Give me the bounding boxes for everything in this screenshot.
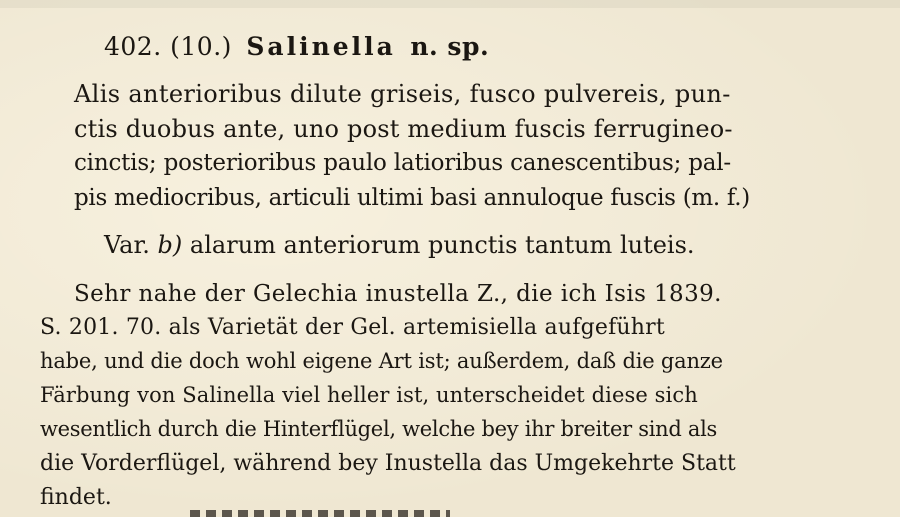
entry-sub-number: (10.)	[170, 32, 232, 61]
entry-number: 402.	[104, 32, 162, 61]
variety-label: Var.	[104, 231, 150, 259]
variety-line	[104, 233, 695, 257]
description-line: pis mediocribus, articuli ultimi basi annuloque fuscis (m. f.)	[74, 185, 750, 211]
german-line: findet.	[40, 485, 112, 510]
variety-text: alarum anteriorum punctis tantum luteis.	[189, 231, 695, 259]
german-line: Sehr nahe der Gelechia inustella Z., die ich Isis 1839.	[74, 281, 722, 307]
variety-letter: b)	[157, 231, 183, 259]
description-line: cinctis; posterioribus paulo latioribus canescentibus; pal-	[74, 150, 731, 176]
description-line: ctis duobus ante, uno post medium fuscis ferrugineo-	[74, 115, 733, 143]
german-line: Färbung von Salinella viel heller ist, unterscheidet diese sich	[40, 383, 698, 407]
bottom-cut-line	[190, 510, 450, 517]
description-line: Alis anterioribus dilute griseis, fusco pulvereis, pun-	[74, 80, 731, 108]
species-note: n. sp.	[410, 32, 490, 61]
species-name: Salinella	[246, 32, 396, 61]
german-line: S. 201. 70. als Varietät der Gel. artemisiella aufgeführt	[40, 315, 665, 340]
page-top-bleed	[0, 0, 900, 8]
german-line: die Vorderflügel, während bey Inustella das Umgekehrte Statt	[40, 451, 736, 476]
entry-heading	[104, 34, 489, 59]
german-line: habe, und die doch wohl eigene Art ist; außerdem, daß die ganze	[40, 349, 723, 373]
german-line: wesentlich durch die Hinterflügel, welche bey ihr breiter sind als	[40, 417, 718, 441]
